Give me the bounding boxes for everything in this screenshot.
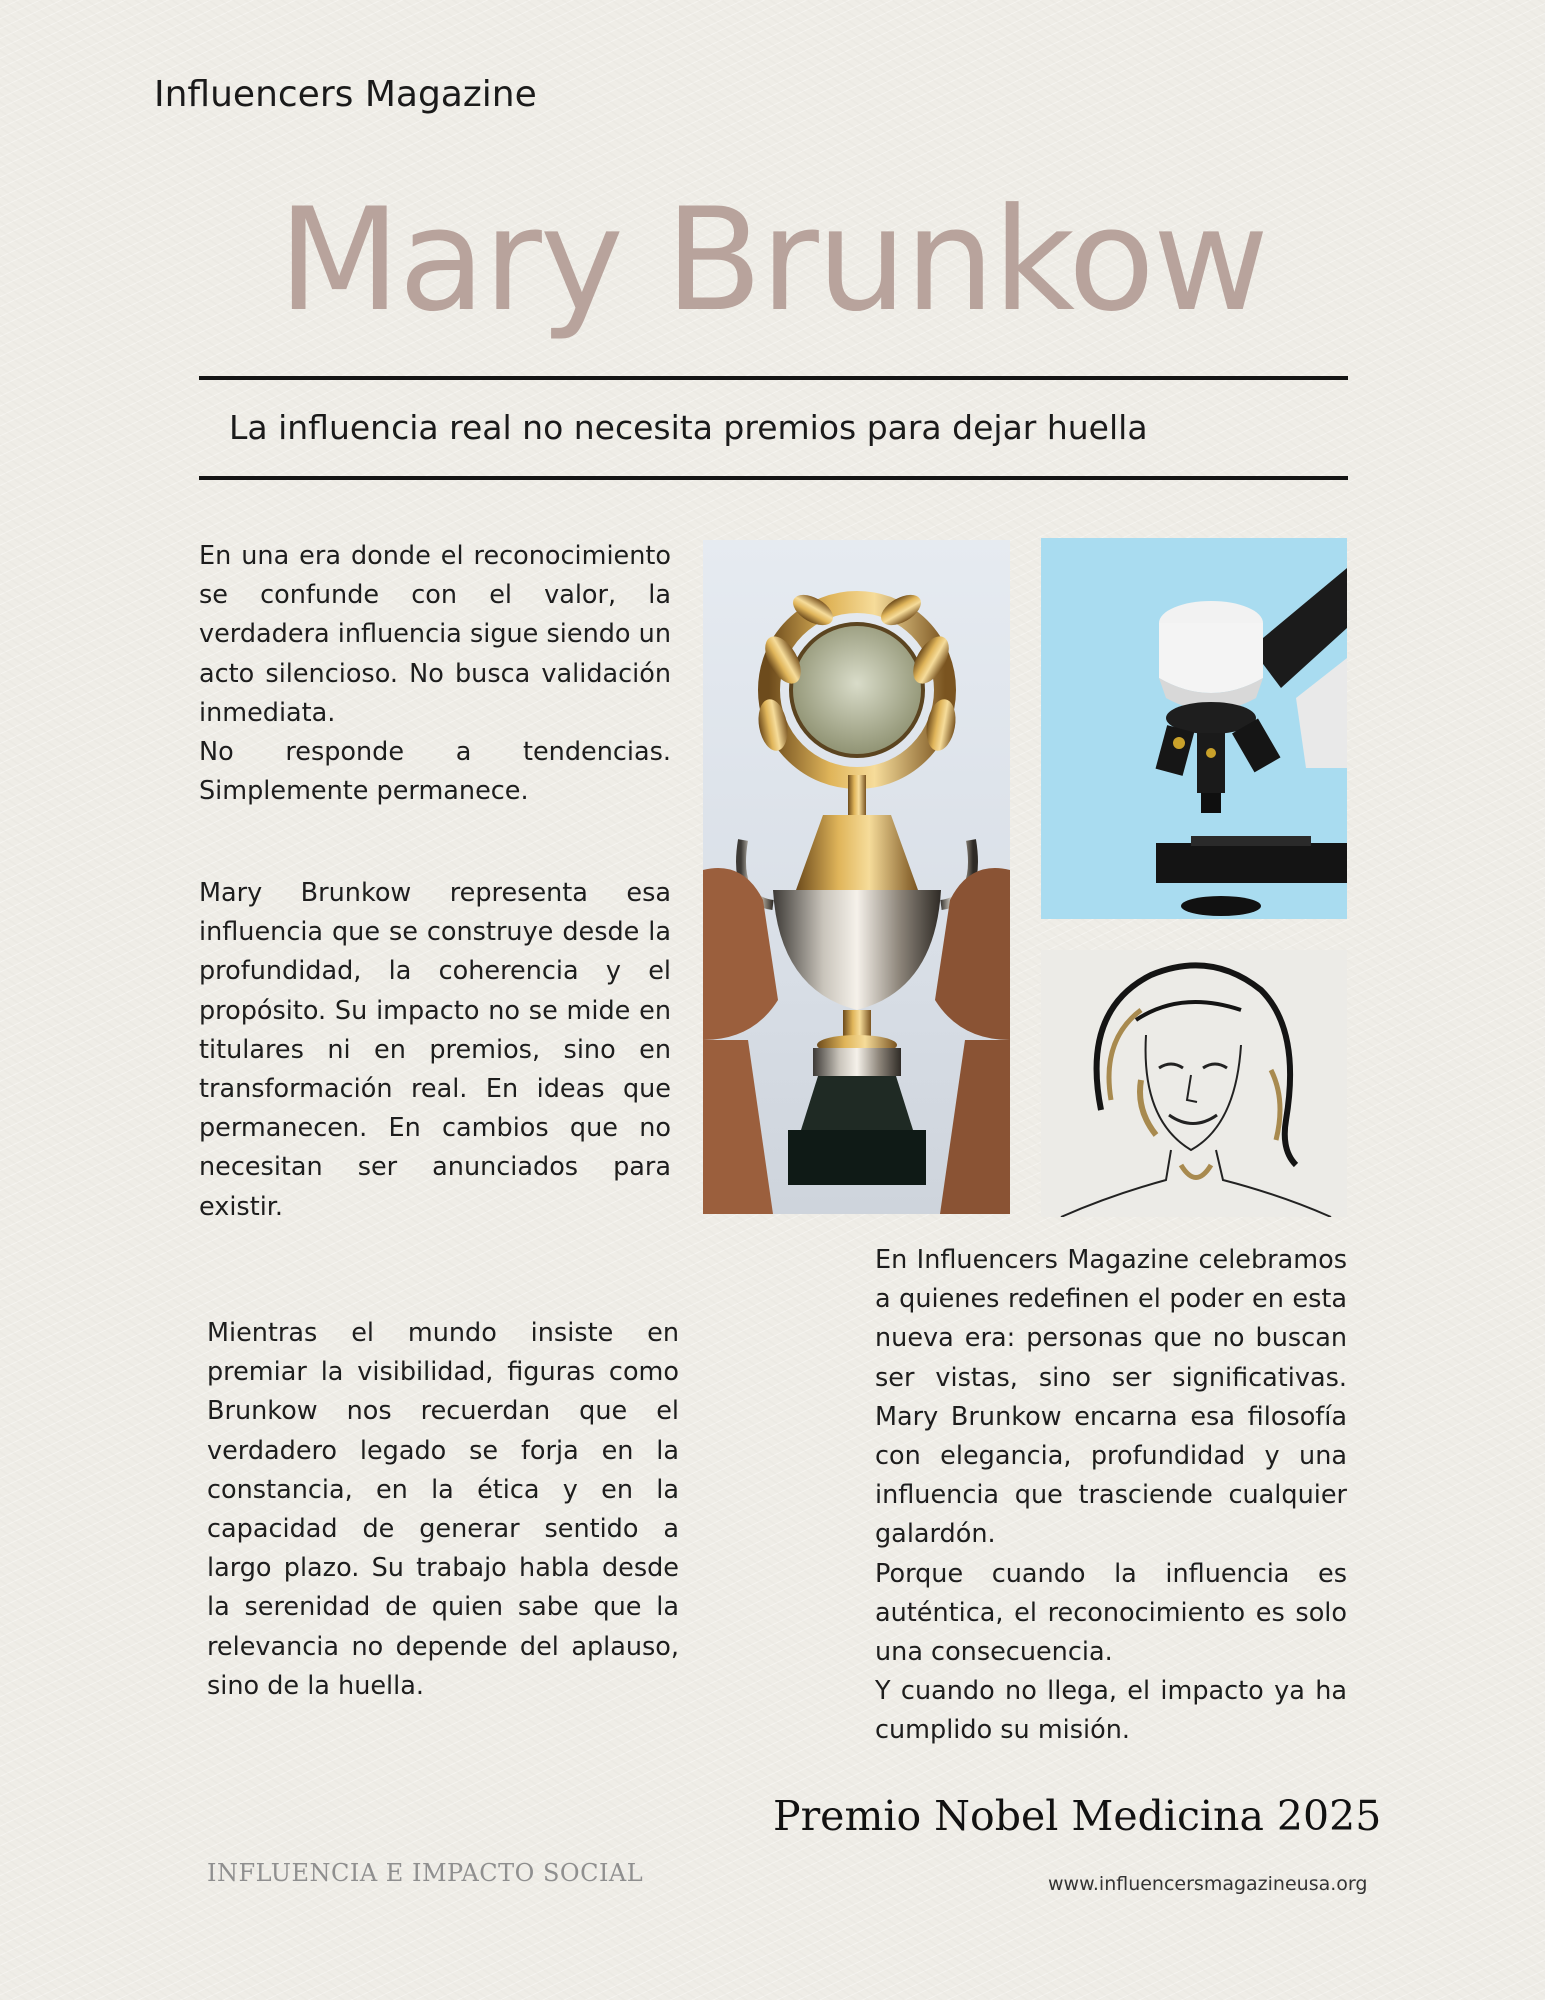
article-column-2: [199, 874, 671, 1227]
trophy-illustration: [703, 540, 1010, 1214]
top-divider: [199, 376, 1348, 380]
website-link[interactable]: www.influencersmagazineusa.org: [1048, 1873, 1368, 1895]
article-column-4: [875, 1241, 1347, 1751]
magazine-name: Influencers Magazine: [154, 74, 537, 115]
award-title: Premio Nobel Medicina 2025: [773, 1792, 1382, 1840]
article-column-3: [207, 1314, 679, 1706]
article-column-1: [199, 537, 671, 811]
microscope-illustration: [1041, 538, 1347, 919]
article-paragraph: Mary Brunkow representa esa influencia que se construye desde la profundidad, la coherencia y el propósito. Su impacto no se mide en titulares ni en premios, sino en transformación real. En ideas que permanecen. En cambios que no necesitan ser anunciados para existir.: [199, 878, 671, 1222]
article-paragraph: No responde a tendencias. Simplemente permanece.: [199, 737, 671, 807]
portrait-sketch: [1041, 950, 1347, 1217]
microscope-photo: [1041, 538, 1347, 919]
bottom-divider: [199, 476, 1348, 480]
article-paragraph: En Influencers Magazine celebramos a quienes redefinen el poder en esta nueva era: personas que no buscan ser vistas, sino ser significativas. Mary Brunkow encarna esa filosofía con elegancia, profundidad y una influencia que trasciende cualquier galardón.: [875, 1245, 1347, 1550]
page-title: Mary Brunkow: [277, 178, 1268, 343]
trophy-photo: [703, 540, 1010, 1214]
article-paragraph: Mientras el mundo insiste en premiar la visibilidad, figuras como Brunkow nos recuerdan que el verdadero legado se forja en la constancia, en la ética y en la capacidad de generar sentido a largo plazo. Su trabajo habla desde la serenidad de quien sabe que la relevancia no depende del aplauso, sino de la huella.: [207, 1318, 679, 1701]
section-label: INFLUENCIA E IMPACTO SOCIAL: [207, 1859, 644, 1887]
article-paragraph: En una era donde el reconocimiento se confunde con el valor, la verdadera influencia sigue siendo un acto silencioso. No busca validación inmediata.: [199, 541, 671, 728]
article-paragraph: Y cuando no llega, el impacto ya ha cumplido su misión.: [875, 1676, 1347, 1746]
portrait-illustration: [1041, 950, 1347, 1217]
subtitle: La influencia real no necesita premios para dejar huella: [229, 408, 1148, 447]
article-paragraph: Porque cuando la influencia es auténtica, el reconocimiento es solo una consecuencia.: [875, 1558, 1347, 1668]
